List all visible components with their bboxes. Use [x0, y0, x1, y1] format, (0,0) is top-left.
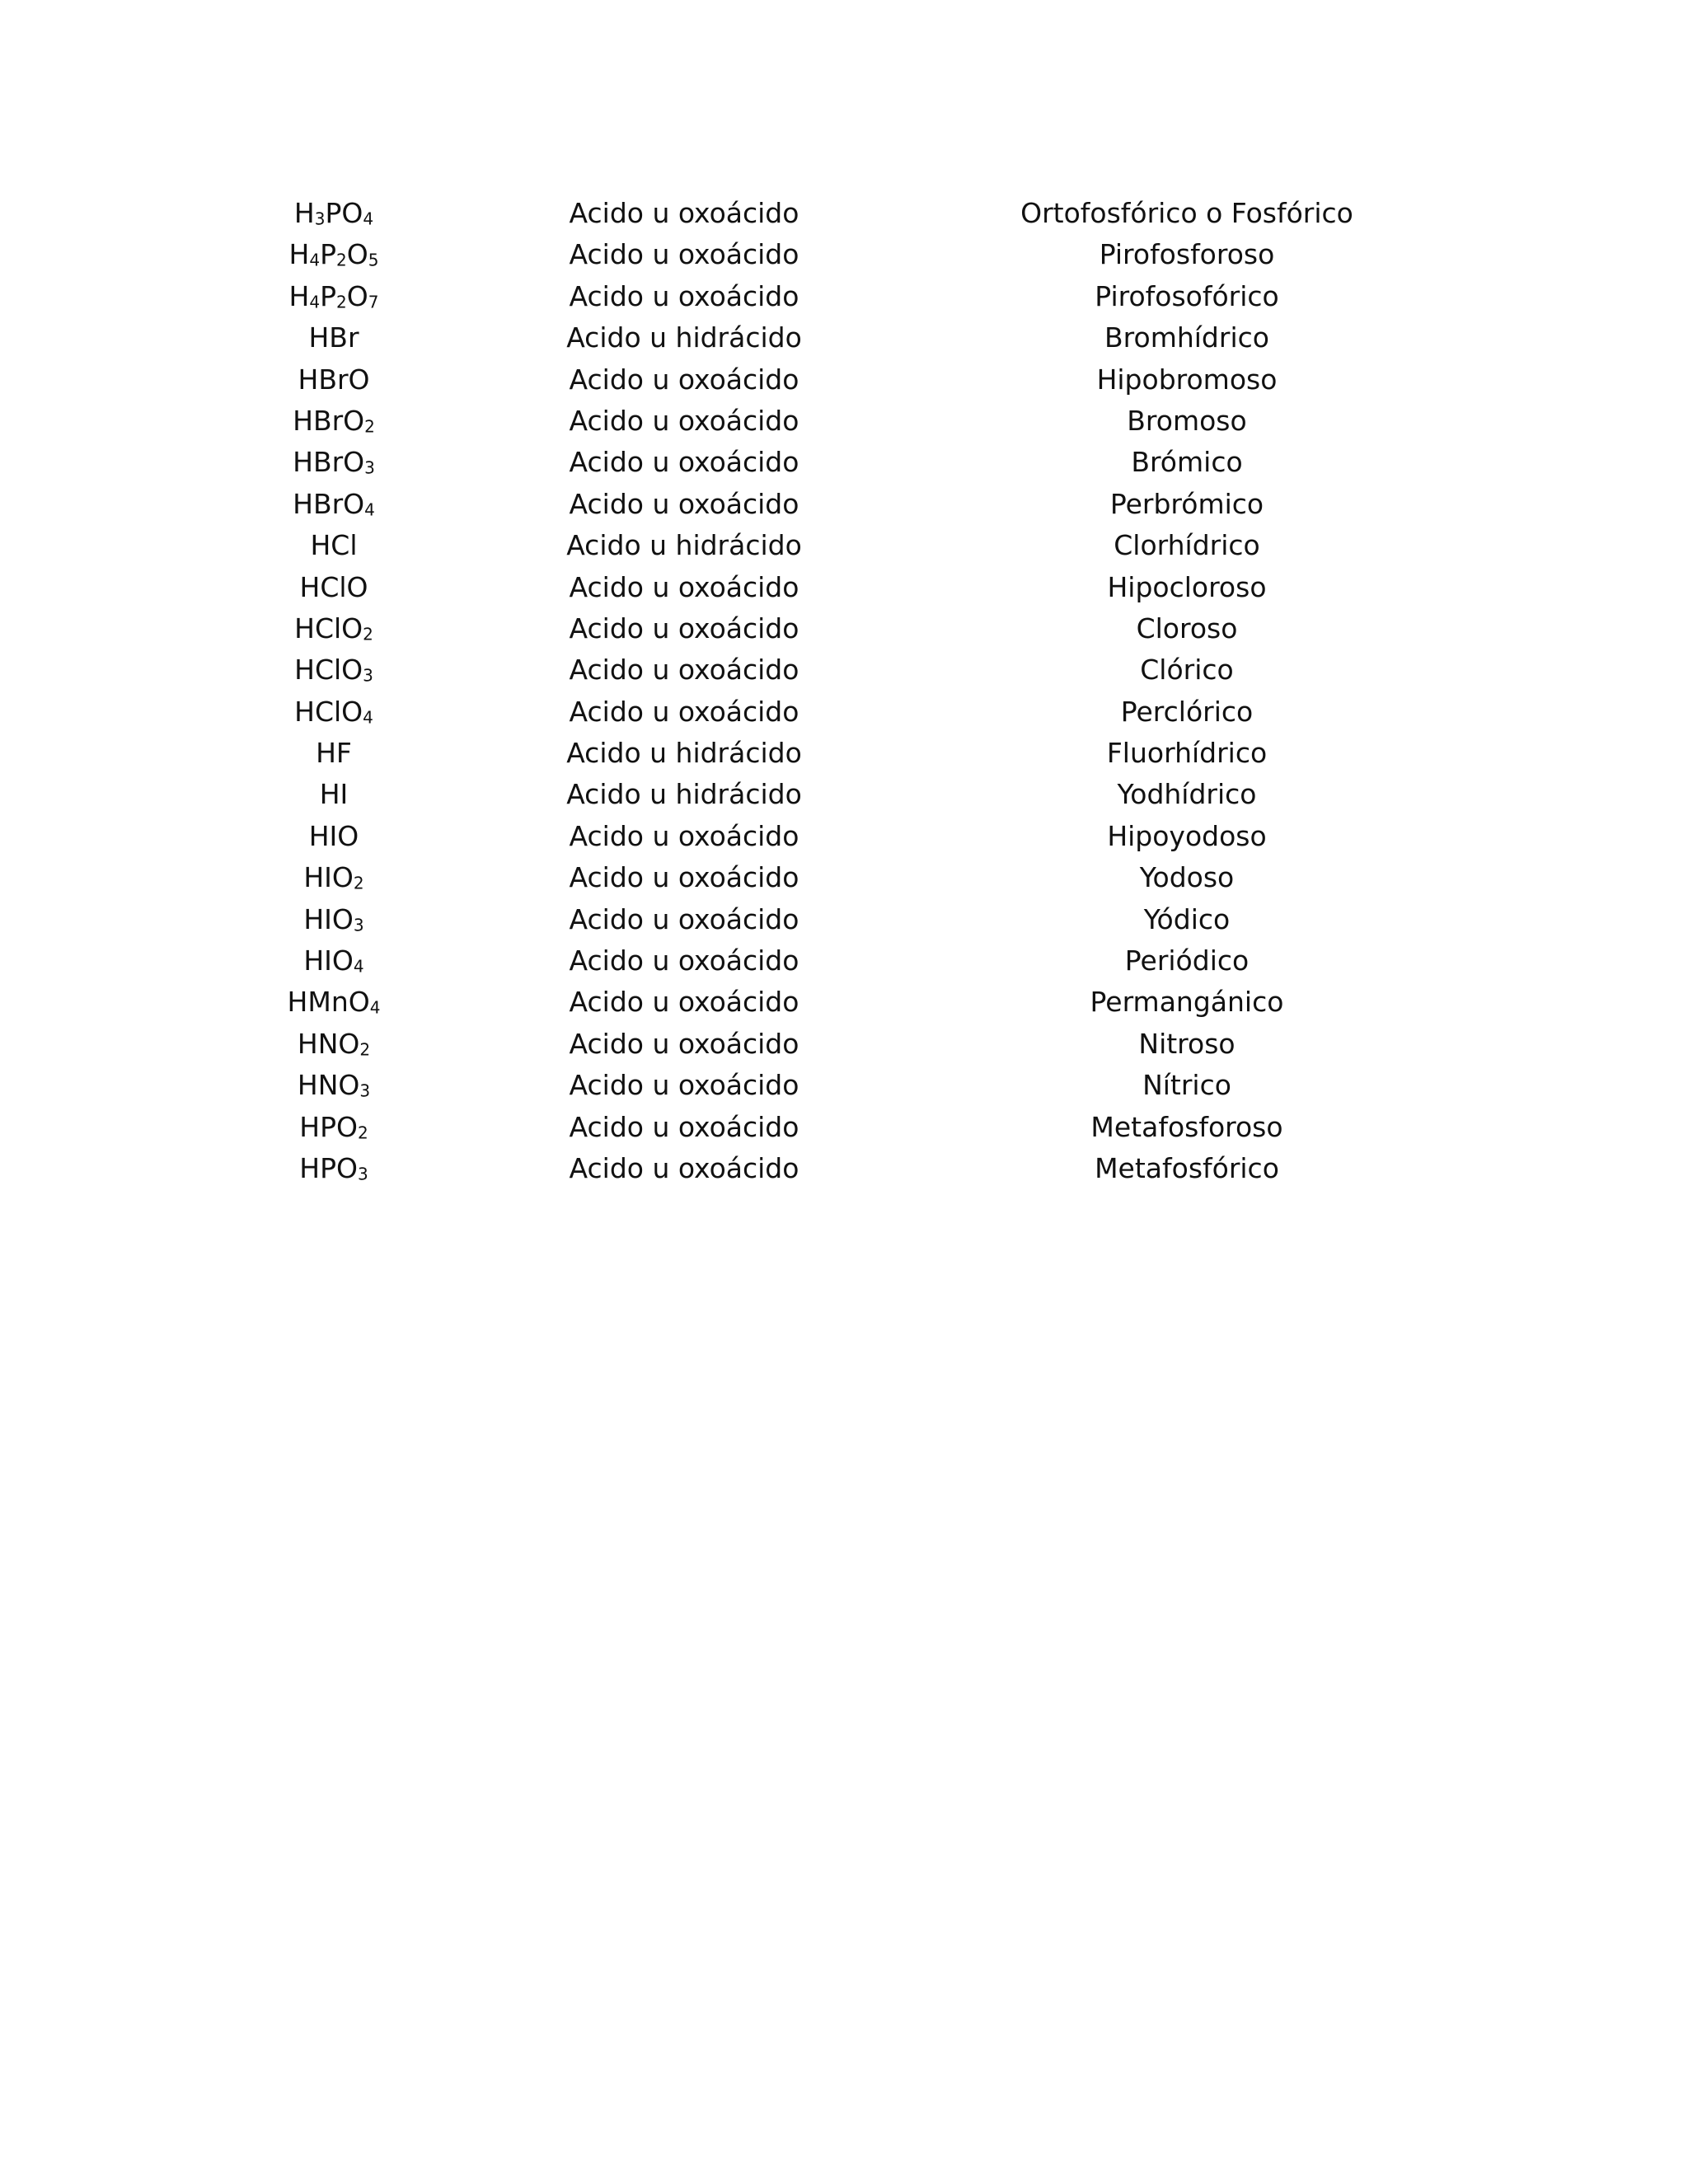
- acid-name-cell: Hipocloroso: [1107, 570, 1267, 603]
- formula-symbol: O: [346, 238, 368, 271]
- acid-type-cell: Acido u oxoácido: [569, 570, 799, 603]
- formula-symbol: H: [288, 279, 310, 312]
- table-row: [0, 857, 1688, 898]
- formula-symbol: HIO: [303, 902, 354, 935]
- formula-symbol: HF: [316, 737, 352, 770]
- formula-subscript: 2: [336, 250, 347, 270]
- acid-type-cell: Acido u oxoácido: [569, 238, 799, 271]
- table-row: [0, 1107, 1688, 1148]
- acid-type-cell: Acido u oxoácido: [569, 279, 799, 312]
- formula-subscript: 7: [368, 292, 379, 312]
- acid-type-cell: Acido u oxoácido: [569, 612, 799, 644]
- acid-name-cell: Fluorhídrico: [1106, 737, 1268, 770]
- acid-name-cell: Perclórico: [1120, 695, 1254, 728]
- table-row: [0, 442, 1688, 483]
- formula-subscript: 4: [363, 209, 374, 229]
- formula-symbol: HBrO: [293, 446, 365, 479]
- formula-subscript: 3: [364, 457, 375, 478]
- acid-type-cell: Acido u oxoácido: [569, 695, 799, 728]
- table-row: [0, 234, 1688, 275]
- formula-cell: [251, 317, 416, 359]
- table-row: [0, 649, 1688, 691]
- formula-subscript: 4: [363, 707, 373, 728]
- acid-name-cell: Pirofosforoso: [1099, 238, 1275, 271]
- acid-name-cell: Nitroso: [1138, 1027, 1236, 1060]
- acid-name-cell: Ortofosfórico o Fosfórico: [1020, 197, 1353, 229]
- table-row: [0, 691, 1688, 733]
- formula-symbol: P: [320, 279, 336, 312]
- acid-name-cell: Pirofosofórico: [1095, 279, 1279, 312]
- formula-cell: [251, 940, 416, 982]
- acid-type-cell: Acido u oxoácido: [569, 819, 799, 852]
- formula-symbol: HPO: [299, 1110, 358, 1143]
- formula-symbol: HCl: [310, 529, 358, 562]
- formula-symbol: H: [293, 197, 315, 229]
- acid-type-cell: Acido u oxoácido: [569, 1027, 799, 1060]
- formula-subscript: 2: [364, 416, 375, 437]
- table-row: [0, 401, 1688, 442]
- table-row: [0, 525, 1688, 566]
- acid-type-cell: Acido u oxoácido: [569, 654, 799, 687]
- formula-cell: [251, 691, 416, 733]
- acid-name-cell: Bromhídrico: [1104, 321, 1269, 354]
- formula-cell: [251, 1024, 416, 1065]
- acid-type-cell: Acido u oxoácido: [569, 1069, 799, 1102]
- table-row: [0, 359, 1688, 401]
- acid-type-cell: Acido u oxoácido: [569, 944, 799, 977]
- formula-subscript: 4: [309, 292, 321, 312]
- formula-symbol: HBrO: [298, 363, 370, 396]
- table-row: [0, 982, 1688, 1023]
- acid-name-cell: Yódico: [1143, 902, 1231, 935]
- acid-type-cell: Acido u oxoácido: [569, 902, 799, 935]
- formula-symbol: HClO: [299, 570, 368, 603]
- formula-cell: [251, 774, 416, 815]
- table-row: [0, 317, 1688, 359]
- acid-name-cell: Hipobromoso: [1096, 363, 1278, 396]
- formula-cell: [251, 1148, 416, 1189]
- formula-subscript: 4: [353, 956, 364, 977]
- acid-type-cell: Acido u oxoácido: [569, 1151, 799, 1184]
- formula-subscript: 4: [309, 250, 321, 270]
- formula-cell: [251, 234, 416, 275]
- formula-cell: [251, 899, 416, 940]
- formula-symbol: PO: [325, 197, 363, 229]
- formula-symbol: HNO: [297, 1027, 360, 1060]
- acid-name-cell: Nítrico: [1142, 1069, 1231, 1102]
- acid-type-cell: Acido u hidrácido: [566, 778, 802, 811]
- formula-subscript: 3: [363, 665, 373, 686]
- acid-type-cell: Acido u hidrácido: [566, 321, 802, 354]
- acid-type-cell: Acido u oxoácido: [569, 487, 799, 520]
- acid-table: [0, 193, 1688, 1189]
- table-row: [0, 774, 1688, 815]
- formula-subscript: 2: [336, 292, 347, 312]
- table-row: [0, 608, 1688, 649]
- formula-symbol: HClO: [294, 612, 363, 644]
- table-row: [0, 1148, 1688, 1189]
- formula-symbol: HNO: [297, 1069, 360, 1102]
- formula-cell: [251, 649, 416, 691]
- formula-symbol: HPO: [299, 1151, 358, 1184]
- acid-name-cell: Cloroso: [1136, 612, 1238, 644]
- acid-type-cell: Acido u oxoácido: [569, 363, 799, 396]
- acid-type-cell: Acido u oxoácido: [569, 861, 799, 894]
- formula-symbol: HMnO: [287, 986, 370, 1019]
- table-row: [0, 816, 1688, 857]
- table-row: [0, 899, 1688, 940]
- formula-cell: [251, 857, 416, 898]
- acid-name-cell: Perbrómico: [1109, 487, 1264, 520]
- table-row: [0, 1065, 1688, 1106]
- formula-symbol: P: [320, 238, 336, 271]
- acid-type-cell: Acido u hidrácido: [566, 529, 802, 562]
- formula-cell: [251, 401, 416, 442]
- table-row: [0, 276, 1688, 317]
- acid-name-cell: Hipoyodoso: [1107, 819, 1267, 852]
- formula-cell: [251, 359, 416, 401]
- acid-type-cell: Acido u oxoácido: [569, 404, 799, 437]
- formula-symbol: HI: [319, 778, 349, 811]
- acid-name-cell: Brómico: [1131, 446, 1243, 479]
- table-row: [0, 193, 1688, 234]
- formula-symbol: HIO: [308, 819, 359, 852]
- formula-symbol: HIO: [303, 861, 354, 894]
- formula-cell: [251, 567, 416, 608]
- acid-name-cell: Bromoso: [1127, 404, 1247, 437]
- table-row: [0, 567, 1688, 608]
- formula-symbol: O: [346, 279, 368, 312]
- formula-subscript: 2: [363, 624, 373, 644]
- formula-subscript: 3: [314, 209, 326, 229]
- acid-name-cell: Metafosforoso: [1090, 1110, 1283, 1143]
- formula-cell: [251, 525, 416, 566]
- formula-symbol: HClO: [294, 695, 363, 728]
- formula-cell: [251, 276, 416, 317]
- formula-subscript: 2: [353, 873, 364, 893]
- formula-subscript: 2: [359, 1039, 371, 1060]
- table-row: [0, 484, 1688, 525]
- acid-name-cell: Permangánico: [1090, 986, 1284, 1019]
- formula-symbol: H: [288, 238, 310, 271]
- acid-type-cell: Acido u oxoácido: [569, 986, 799, 1019]
- formula-subscript: 4: [364, 499, 375, 520]
- acid-name-cell: Yodhídrico: [1117, 778, 1257, 811]
- acid-name-cell: Periódico: [1124, 944, 1250, 977]
- formula-symbol: HIO: [303, 944, 354, 977]
- acid-name-cell: Metafosfórico: [1095, 1151, 1279, 1184]
- formula-subscript: 4: [369, 997, 381, 1018]
- formula-symbol: HBr: [308, 321, 359, 354]
- acid-type-cell: Acido u oxoácido: [569, 1110, 799, 1143]
- acid-name-cell: Clórico: [1140, 654, 1234, 687]
- formula-cell: [251, 193, 416, 234]
- formula-cell: [251, 608, 416, 649]
- formula-symbol: HClO: [294, 654, 363, 687]
- formula-subscript: 5: [368, 250, 379, 270]
- formula-cell: [251, 442, 416, 483]
- formula-cell: [251, 816, 416, 857]
- formula-subscript: 2: [357, 1122, 368, 1142]
- acid-name-cell: Clorhídrico: [1114, 529, 1260, 562]
- table-row: [0, 940, 1688, 982]
- acid-type-cell: Acido u oxoácido: [569, 446, 799, 479]
- formula-cell: [251, 1107, 416, 1148]
- acid-name-cell: Yodoso: [1139, 861, 1235, 894]
- formula-cell: [251, 982, 416, 1023]
- table-row: [0, 1024, 1688, 1065]
- acid-type-cell: Acido u hidrácido: [566, 737, 802, 770]
- formula-cell: [251, 484, 416, 525]
- formula-subscript: 3: [359, 1080, 371, 1101]
- formula-subscript: 3: [353, 915, 364, 935]
- formula-symbol: HBrO: [293, 404, 365, 437]
- formula-cell: [251, 1065, 416, 1106]
- table-row: [0, 733, 1688, 774]
- formula-cell: [251, 733, 416, 774]
- formula-symbol: HBrO: [293, 487, 365, 520]
- formula-subscript: 3: [357, 1164, 368, 1184]
- acid-type-cell: Acido u oxoácido: [569, 197, 799, 229]
